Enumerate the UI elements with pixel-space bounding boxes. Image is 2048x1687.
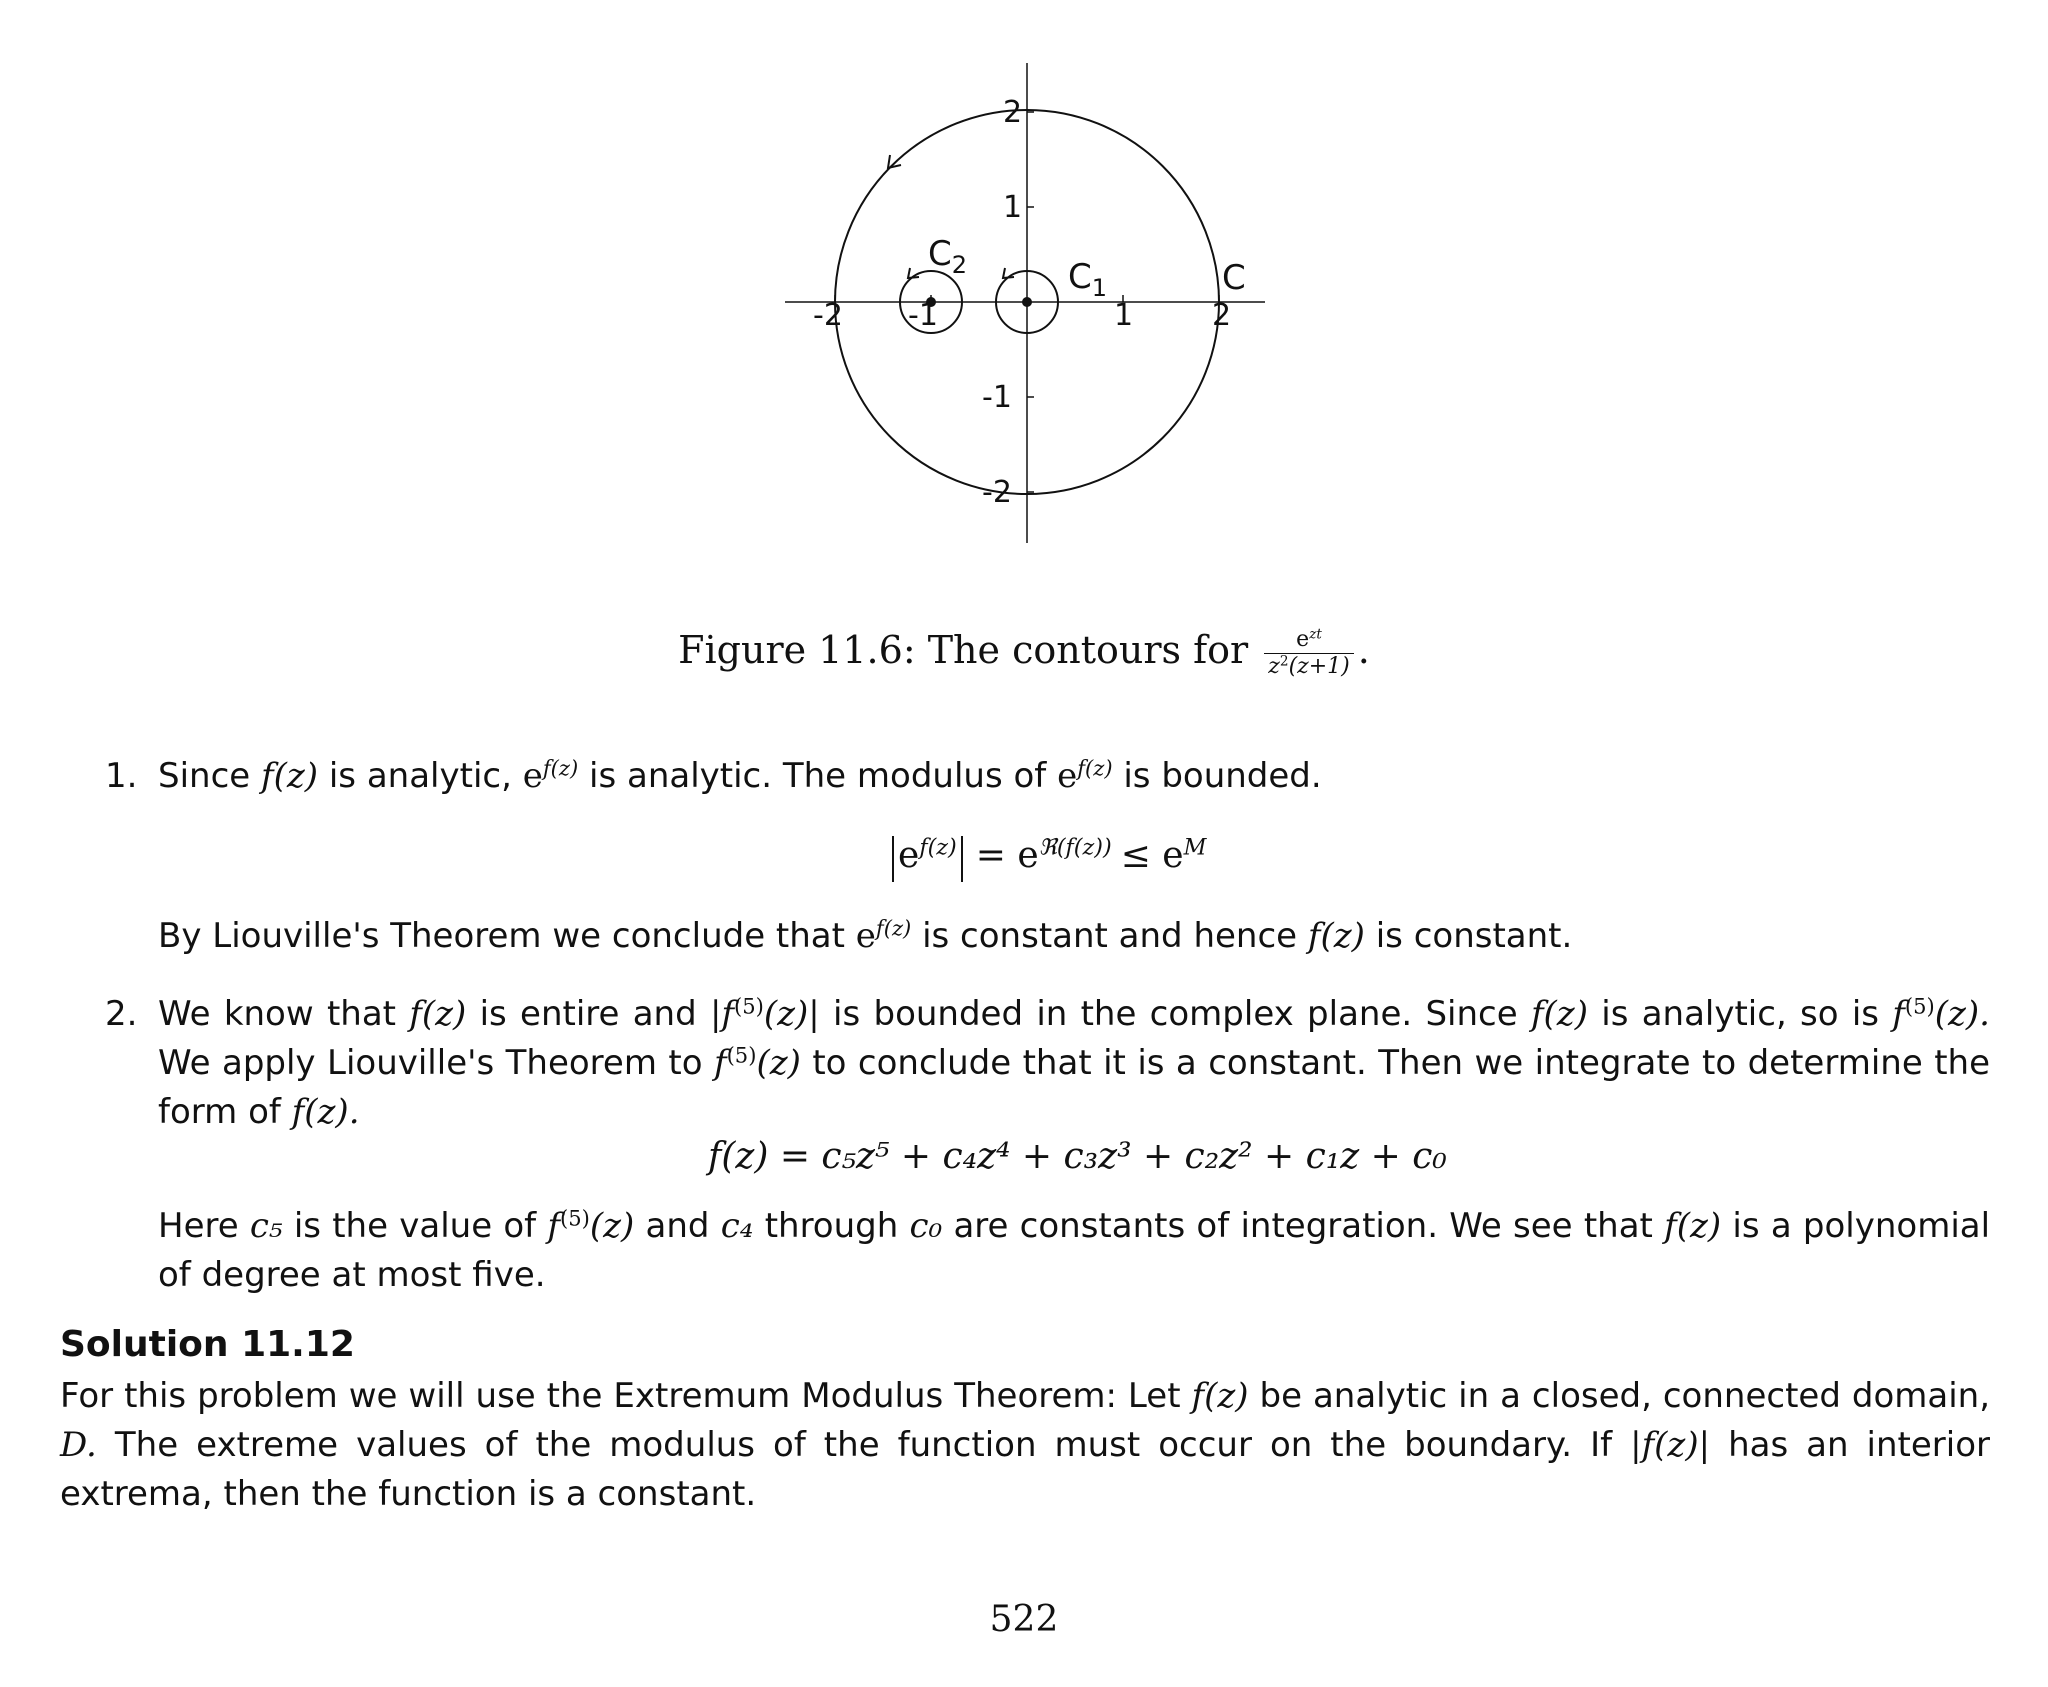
frac-denominator: z <box>1268 654 1280 679</box>
page-number: 522 <box>989 1599 1059 1640</box>
y-tick-label: 2 <box>1003 95 1023 130</box>
text: are constants of integration. We see that <box>953 1206 1653 1246</box>
math-sup: (5) <box>726 1042 757 1068</box>
math-f5: f <box>1892 994 1905 1034</box>
math-fz: f(z) <box>261 756 319 796</box>
figure-caption <box>0 620 2048 680</box>
math-e: e <box>898 835 920 876</box>
caption-text: Figure 11.6: The contours for <box>678 628 1249 672</box>
frac-denominator-sup: 2 <box>1279 653 1289 670</box>
text: is bounded. <box>1123 756 1322 796</box>
math-c4: c₄ <box>720 1206 754 1246</box>
text: By Liouville's Theorem we conclude that <box>158 916 845 956</box>
text: to conclude that it is a constant. Then we integrate to determine the <box>812 1043 1990 1083</box>
text: is analytic, <box>328 756 512 796</box>
item1-line1 <box>158 752 1990 801</box>
text: is analytic, so is <box>1601 994 1879 1034</box>
x-tick-label: -1 <box>908 298 938 333</box>
arrow-icon <box>908 268 919 278</box>
text: is a polynomial <box>1732 1206 1991 1246</box>
math-fz: f(z). <box>291 1092 360 1132</box>
math-sup: M <box>1183 834 1207 861</box>
item1-equation <box>888 830 1206 882</box>
text: through <box>764 1206 899 1246</box>
x-tick-label: 2 <box>1212 298 1232 333</box>
x-tick-label: -2 <box>813 298 843 333</box>
math-sup: ℜ(f(z)) <box>1038 834 1112 861</box>
text: is constant and hence <box>922 916 1298 956</box>
math-e: e <box>855 916 876 956</box>
text: is entire and <box>479 994 697 1034</box>
text: Since <box>158 756 251 796</box>
text: We apply Liouville's Theorem to <box>158 1043 703 1083</box>
text: is bounded in the complex plane. Since <box>833 994 1518 1034</box>
text: form of <box>158 1092 281 1132</box>
math-e: e <box>522 756 543 796</box>
polynomial-equation: f(z) = c₅z⁵ + c₄z⁴ + c₃z³ + c₂z² + c₁z + c₀ <box>708 1136 1447 1177</box>
math-d: D. <box>60 1425 97 1465</box>
math-le: ≤ e <box>1120 835 1184 876</box>
math-abs-fz: |f(z)| <box>1630 1425 1711 1465</box>
math-fz: f(z) <box>1191 1376 1249 1416</box>
caption-fraction <box>1264 627 1353 680</box>
y-tick-label: -1 <box>982 380 1012 415</box>
text: is analytic. The modulus of <box>589 756 1047 796</box>
list-number-2: 2. <box>105 994 138 1034</box>
math-sup: f(z) <box>542 755 579 781</box>
math-eq: = e <box>975 835 1039 876</box>
math-fz: f(z) <box>409 994 467 1034</box>
item1-line3 <box>158 912 1990 961</box>
math-fz: f(z) <box>1307 916 1365 956</box>
text: of degree at most five. <box>158 1255 546 1295</box>
contour-c1-label: $C_1$ <box>1068 257 1108 302</box>
frac-numerator: e <box>1296 627 1310 652</box>
math-fz: f(z) <box>1664 1206 1722 1246</box>
caption-period: . <box>1357 628 1370 672</box>
text: Here <box>158 1206 239 1246</box>
contour-c2-label: $C_2$ <box>928 234 968 279</box>
math-tail: (z)| <box>763 994 820 1034</box>
math-f5: f <box>547 1206 560 1246</box>
text: and <box>645 1206 710 1246</box>
solution-paragraph <box>60 1372 1990 1519</box>
math-tail: (z). <box>1934 994 1990 1034</box>
text: For this problem we will use the Extremum Modulus Theorem: Let <box>60 1376 1181 1416</box>
contour-figure <box>770 55 1290 555</box>
math-sup: f(z) <box>875 915 912 941</box>
solution-heading: Solution 11.12 <box>60 1324 355 1365</box>
text: The extreme values of the modulus of the function must occur on the boundary. If <box>114 1425 1613 1465</box>
math-tail: (z) <box>756 1043 801 1083</box>
y-tick-label: 1 <box>1003 190 1023 225</box>
math-f5: |f <box>709 994 734 1034</box>
abs-bar <box>961 836 963 882</box>
math-sup: f(z) <box>1077 755 1113 781</box>
text: be analytic in a closed, connected domain, <box>1259 1376 1990 1416</box>
text: is the value of <box>293 1206 537 1246</box>
math-sup: f(z) <box>919 834 957 861</box>
math-fz: f(z) <box>1530 994 1588 1034</box>
math-c5: c₅ <box>249 1206 283 1246</box>
math-c0: c₀ <box>909 1206 943 1246</box>
arrow-icon <box>888 155 901 168</box>
text: We know that <box>158 994 396 1034</box>
contour-c-label: C <box>1222 258 1246 298</box>
text: has an interior extrema, then the function is a constant. <box>60 1425 1991 1514</box>
math-f5: f <box>713 1043 727 1083</box>
x-tick-label: 1 <box>1114 298 1134 333</box>
frac-denominator-tail: (z+1) <box>1288 654 1350 679</box>
item2-paragraph <box>158 990 1990 1137</box>
frac-numerator-sup: zt <box>1309 626 1322 643</box>
math-sup: (5) <box>734 993 764 1019</box>
abs-bar <box>892 836 894 882</box>
math-sup: (5) <box>1904 993 1935 1019</box>
y-tick-label: -2 <box>982 475 1012 510</box>
item2-paragraph-2 <box>158 1202 1990 1300</box>
math-sup: (5) <box>559 1205 590 1231</box>
list-number-1: 1. <box>105 756 138 796</box>
math-tail: (z) <box>589 1206 635 1246</box>
text: is constant. <box>1375 916 1573 956</box>
singularity-point <box>1022 297 1032 307</box>
arrow-icon <box>1003 268 1014 278</box>
math-e: e <box>1057 756 1078 796</box>
